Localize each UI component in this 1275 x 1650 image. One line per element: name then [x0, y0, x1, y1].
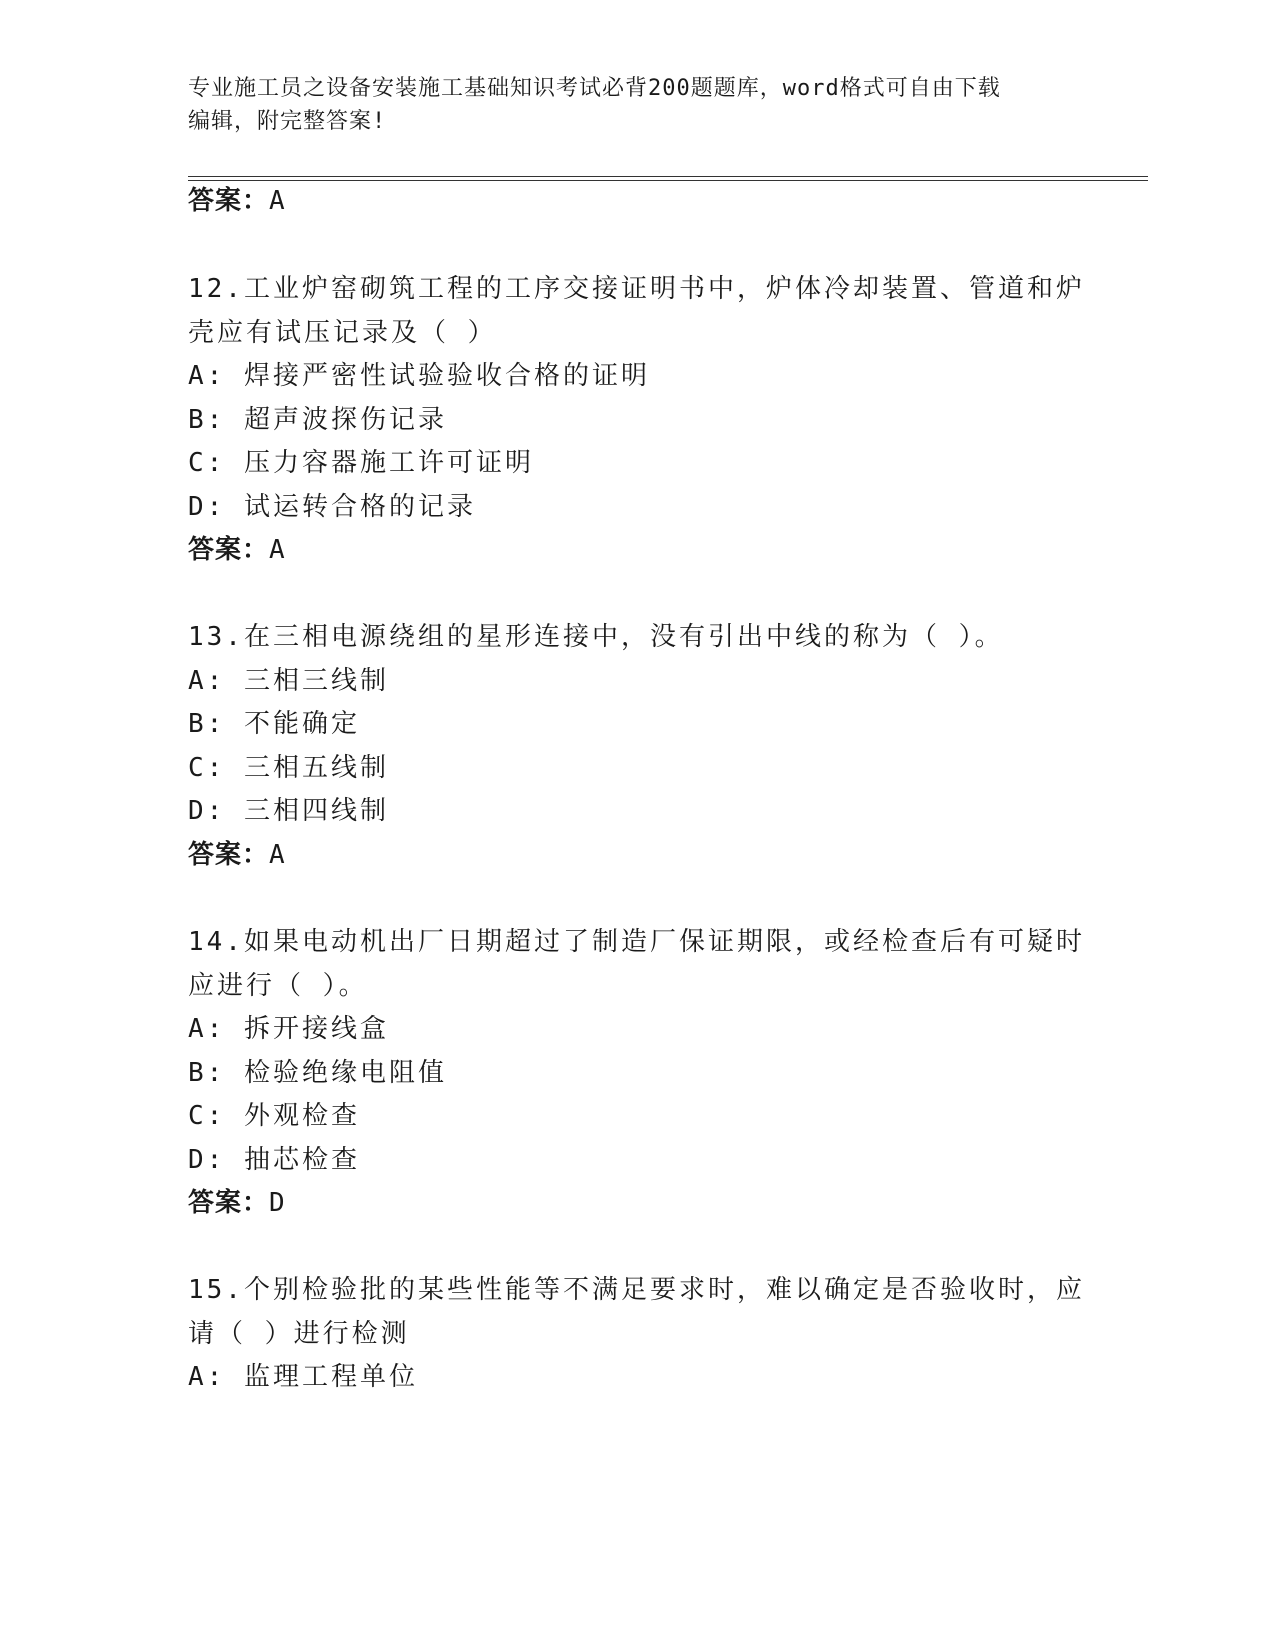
question-15-option-a: A: 监理工程单位: [188, 1362, 418, 1392]
answer-label: 答案：: [188, 840, 270, 870]
question-12-stem-line-2: 壳应有试压记录及（ ）: [188, 318, 497, 348]
question-13-option-d: D: 三相四线制: [188, 796, 389, 826]
question-12-answer: [188, 535, 286, 565]
question-14-option-d: D: 抽芯检查: [188, 1145, 360, 1175]
answer-value: A: [269, 840, 286, 870]
answer-label: 答案：: [188, 186, 270, 216]
question-12-option-b: B: 超声波探伤记录: [188, 405, 447, 435]
question-12-option-d: D: 试运转合格的记录: [188, 492, 476, 522]
question-15-stem-line-2: 请（ ）进行检测: [188, 1319, 410, 1349]
header-line-2: 编辑，附完整答案!: [188, 109, 387, 134]
question-13-stem-line-1: 13.在三相电源绕组的星形连接中，没有引出中线的称为（ ）。: [188, 622, 1004, 652]
question-12-option-a: A: 焊接严密性试验验收合格的证明: [188, 361, 650, 391]
document-header: [188, 72, 1088, 138]
answer-value: D: [269, 1188, 286, 1218]
question-14-stem-line-2: 应进行（ ）。: [188, 971, 368, 1001]
question-14-option-c: C: 外观检查: [188, 1101, 360, 1131]
answer-value: A: [269, 535, 286, 565]
question-14-answer: [188, 1188, 286, 1218]
answer-label: 答案：: [188, 535, 270, 565]
answer-value: A: [269, 186, 286, 216]
header-divider-top: [188, 176, 1148, 177]
question-12-option-c: C: 压力容器施工许可证明: [188, 448, 534, 478]
question-13-option-c: C: 三相五线制: [188, 753, 389, 783]
question-15-stem-line-1: 15.个别检验批的某些性能等不满足要求时，难以确定是否验收时，应: [188, 1275, 1085, 1305]
answer-label: 答案：: [188, 1188, 270, 1218]
question-14-stem-line-1: 14.如果电动机出厂日期超过了制造厂保证期限，或经检查后有可疑时: [188, 927, 1085, 957]
header-divider-bottom: [188, 180, 1148, 181]
question-13-answer: [188, 840, 286, 870]
question-14-option-a: A: 拆开接线盒: [188, 1014, 389, 1044]
answer-line: [188, 186, 286, 216]
header-line-1: 专业施工员之设备安装施工基础知识考试必背200题题库，word格式可自由下载: [188, 76, 1001, 101]
question-13-option-a: A: 三相三线制: [188, 666, 389, 696]
question-12-stem-line-1: 12.工业炉窑砌筑工程的工序交接证明书中，炉体冷却装置、管道和炉: [188, 274, 1085, 304]
question-14-option-b: B: 检验绝缘电阻值: [188, 1058, 447, 1088]
document-page: [188, 0, 1148, 1650]
question-13-option-b: B: 不能确定: [188, 709, 360, 739]
